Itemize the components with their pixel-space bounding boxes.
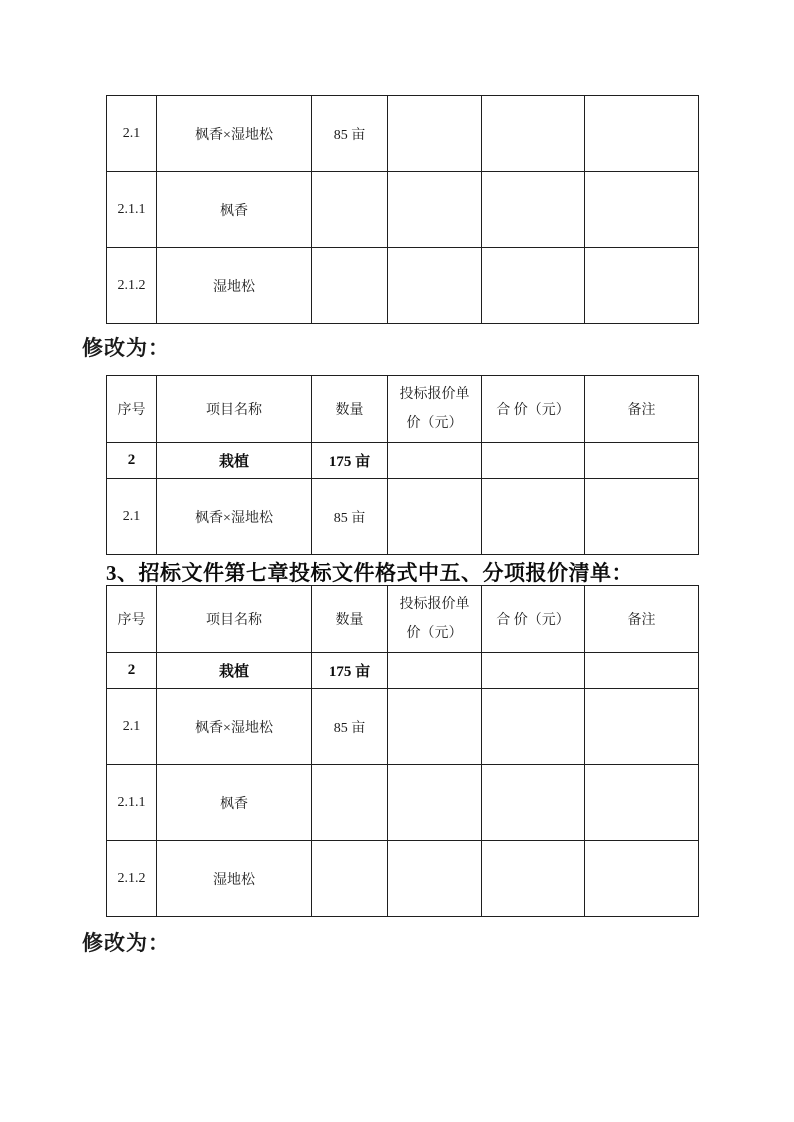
qty-cell: 85 亩: [312, 96, 388, 172]
qty-cell: 85 亩: [312, 479, 388, 555]
qty-cell: [312, 172, 388, 248]
total-price-cell: [482, 765, 585, 841]
item-name-cell: 栽植: [157, 443, 312, 479]
qty-cell: [312, 841, 388, 917]
remark-cell: [585, 172, 699, 248]
unit-price-header-line1: 投标报价单: [399, 597, 470, 612]
item-name-cell: 枫香×湿地松: [157, 96, 312, 172]
unit-price-cell: [388, 248, 482, 324]
qty-cell: 85 亩: [312, 689, 388, 765]
seq-cell: 2.1: [107, 689, 157, 765]
unit-price-cell: [388, 765, 482, 841]
item-name-cell: 湿地松: [157, 248, 312, 324]
section-3-heading: 3、招标文件第七章投标文件格式中五、分项报价清单：: [106, 561, 633, 585]
price-table-modified: [106, 375, 699, 555]
item-name-cell: 枫香×湿地松: [157, 689, 312, 765]
unit-price-header: [388, 376, 482, 443]
total-price-header: 合 价（元）: [482, 586, 585, 653]
qty-cell: 175 亩: [312, 653, 388, 689]
unit-price-cell: [388, 443, 482, 479]
remark-cell: [585, 653, 699, 689]
unit-price-cell: [388, 841, 482, 917]
total-price-cell: [482, 172, 585, 248]
unit-price-header-line2: 价（元）: [406, 626, 463, 641]
unit-price-cell: [388, 653, 482, 689]
total-price-cell: [482, 479, 585, 555]
price-table-section3: [106, 585, 699, 917]
remark-header: 备注: [585, 586, 699, 653]
qty-header: 数量: [312, 586, 388, 653]
seq-cell: 2.1.1: [107, 172, 157, 248]
qty-cell: [312, 765, 388, 841]
item-name-cell: 枫香: [157, 765, 312, 841]
table-row: [107, 841, 699, 917]
seq-cell: 2: [107, 653, 157, 689]
remark-cell: [585, 96, 699, 172]
remark-cell: [585, 248, 699, 324]
table-row-summary: [107, 443, 699, 479]
total-price-header: 合 价（元）: [482, 376, 585, 443]
unit-price-header-line2: 价（元）: [406, 416, 463, 431]
qty-cell: [312, 248, 388, 324]
total-price-cell: [482, 443, 585, 479]
remark-cell: [585, 689, 699, 765]
qty-cell: 175 亩: [312, 443, 388, 479]
total-price-cell: [482, 841, 585, 917]
modify-to-label: 修改为：: [82, 931, 170, 955]
table-header-row: [107, 586, 699, 653]
seq-header: 序号: [107, 586, 157, 653]
seq-cell: 2: [107, 443, 157, 479]
table-row: [107, 765, 699, 841]
remark-cell: [585, 765, 699, 841]
seq-cell: 2.1.2: [107, 841, 157, 917]
total-price-cell: [482, 653, 585, 689]
seq-cell: 2.1.1: [107, 765, 157, 841]
price-table-top-partial: [106, 95, 699, 324]
remark-header: 备注: [585, 376, 699, 443]
table-row: [107, 96, 699, 172]
table-row: [107, 689, 699, 765]
modify-to-label: 修改为：: [82, 336, 170, 360]
unit-price-header-line1: 投标报价单: [399, 387, 470, 402]
item-name-cell: 枫香: [157, 172, 312, 248]
table-row: [107, 172, 699, 248]
unit-price-cell: [388, 96, 482, 172]
item-name-header: 项目名称: [157, 586, 312, 653]
total-price-cell: [482, 96, 585, 172]
table-header-row: [107, 376, 699, 443]
unit-price-header: [388, 586, 482, 653]
item-name-cell: 枫香×湿地松: [157, 479, 312, 555]
unit-price-cell: [388, 479, 482, 555]
seq-cell: 2.1.2: [107, 248, 157, 324]
seq-cell: 2.1: [107, 479, 157, 555]
item-name-header: 项目名称: [157, 376, 312, 443]
remark-cell: [585, 479, 699, 555]
seq-cell: 2.1: [107, 96, 157, 172]
item-name-cell: 湿地松: [157, 841, 312, 917]
remark-cell: [585, 841, 699, 917]
total-price-cell: [482, 248, 585, 324]
unit-price-cell: [388, 172, 482, 248]
table-row-summary: [107, 653, 699, 689]
table-row: [107, 479, 699, 555]
total-price-cell: [482, 689, 585, 765]
table-row: [107, 248, 699, 324]
qty-header: 数量: [312, 376, 388, 443]
unit-price-cell: [388, 689, 482, 765]
item-name-cell: 栽植: [157, 653, 312, 689]
seq-header: 序号: [107, 376, 157, 443]
remark-cell: [585, 443, 699, 479]
